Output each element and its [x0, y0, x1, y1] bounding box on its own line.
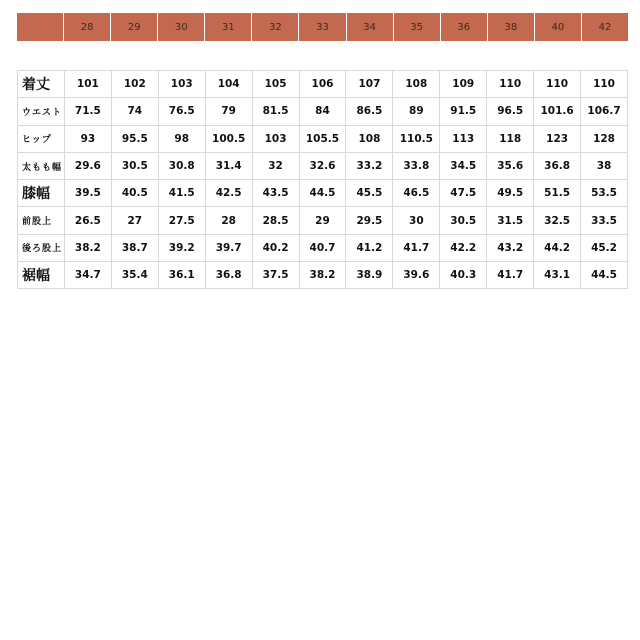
measurement-value: 49.5 — [487, 180, 534, 207]
measurement-value: 29.6 — [64, 152, 111, 179]
size-header-cell: 30 — [158, 13, 205, 41]
measurement-value: 100.5 — [205, 125, 252, 152]
measurement-value: 101.6 — [534, 98, 581, 125]
measurement-value: 110 — [581, 71, 628, 98]
size-spec-body — [18, 71, 628, 289]
measurement-value: 44.5 — [581, 262, 628, 289]
size-header-cell: 31 — [205, 13, 252, 41]
measurement-value: 32.5 — [534, 207, 581, 234]
measurement-value: 104 — [205, 71, 252, 98]
size-header-cell: 33 — [299, 13, 346, 41]
measurement-value: 42.2 — [440, 234, 487, 261]
measurement-label: 裾幅 — [18, 262, 65, 289]
measurement-value: 107 — [346, 71, 393, 98]
measurement-label: 前股上 — [18, 207, 65, 234]
measurement-value: 84 — [299, 98, 346, 125]
measurement-value: 47.5 — [440, 180, 487, 207]
measurement-value: 108 — [346, 125, 393, 152]
measurement-value: 108 — [393, 71, 440, 98]
measurement-value: 79 — [205, 98, 252, 125]
measurement-value: 31.4 — [205, 152, 252, 179]
measurement-value: 32.6 — [299, 152, 346, 179]
measurement-value: 81.5 — [252, 98, 299, 125]
measurement-value: 44.5 — [299, 180, 346, 207]
measurement-value: 91.5 — [440, 98, 487, 125]
measurement-value: 28.5 — [252, 207, 299, 234]
measurement-value: 37.5 — [252, 262, 299, 289]
measurement-value: 30.5 — [440, 207, 487, 234]
measurement-value: 110 — [534, 71, 581, 98]
measurement-value: 41.5 — [158, 180, 205, 207]
measurement-row — [18, 207, 628, 234]
measurement-value: 40.5 — [111, 180, 158, 207]
measurement-value: 35.6 — [487, 152, 534, 179]
measurement-value: 33.5 — [581, 207, 628, 234]
header-corner-cell — [17, 13, 64, 41]
measurement-value: 41.7 — [487, 262, 534, 289]
measurement-value: 101 — [64, 71, 111, 98]
measurement-label: 後ろ股上 — [18, 234, 65, 261]
measurement-value: 27 — [111, 207, 158, 234]
measurement-value: 110 — [487, 71, 534, 98]
measurement-value: 38.2 — [64, 234, 111, 261]
measurement-label: 着丈 — [18, 71, 65, 98]
measurement-value: 109 — [440, 71, 487, 98]
measurement-value: 128 — [581, 125, 628, 152]
measurement-value: 43.2 — [487, 234, 534, 261]
measurement-value: 44.2 — [534, 234, 581, 261]
measurement-value: 89 — [393, 98, 440, 125]
measurement-value: 53.5 — [581, 180, 628, 207]
measurement-value: 28 — [205, 207, 252, 234]
measurement-value: 98 — [158, 125, 205, 152]
size-header-cell: 42 — [582, 13, 628, 41]
measurement-value: 102 — [111, 71, 158, 98]
measurement-value: 76.5 — [158, 98, 205, 125]
measurement-value: 46.5 — [393, 180, 440, 207]
measurement-row — [18, 180, 628, 207]
measurement-value: 45.5 — [346, 180, 393, 207]
measurement-label: 太もも幅 — [18, 152, 65, 179]
measurement-value: 34.5 — [440, 152, 487, 179]
measurement-value: 71.5 — [64, 98, 111, 125]
size-header-cell: 38 — [488, 13, 535, 41]
measurement-label: ヒップ — [18, 125, 65, 152]
measurement-value: 36.8 — [205, 262, 252, 289]
measurement-value: 33.8 — [393, 152, 440, 179]
measurement-value: 106.7 — [581, 98, 628, 125]
measurement-row — [18, 98, 628, 125]
measurement-value: 96.5 — [487, 98, 534, 125]
measurement-label: 膝幅 — [18, 180, 65, 207]
measurement-value: 51.5 — [534, 180, 581, 207]
size-header-cell: 40 — [535, 13, 582, 41]
measurement-row — [18, 71, 628, 98]
measurement-value: 42.5 — [205, 180, 252, 207]
size-spec-table — [17, 70, 628, 289]
measurement-value: 105 — [252, 71, 299, 98]
measurement-value: 30.8 — [158, 152, 205, 179]
measurement-value: 31.5 — [487, 207, 534, 234]
measurement-value: 40.7 — [299, 234, 346, 261]
measurement-row — [18, 262, 628, 289]
measurement-value: 29 — [299, 207, 346, 234]
measurement-value: 38.7 — [111, 234, 158, 261]
measurement-value: 35.4 — [111, 262, 158, 289]
measurement-value: 36.8 — [534, 152, 581, 179]
measurement-value: 118 — [487, 125, 534, 152]
measurement-value: 103 — [252, 125, 299, 152]
size-header-cell: 28 — [64, 13, 111, 41]
measurement-value: 43.5 — [252, 180, 299, 207]
size-header-cell: 29 — [111, 13, 158, 41]
measurement-value: 32 — [252, 152, 299, 179]
measurement-value: 30 — [393, 207, 440, 234]
size-header-cell: 32 — [252, 13, 299, 41]
measurement-row — [18, 234, 628, 261]
measurement-value: 40.3 — [440, 262, 487, 289]
measurement-value: 105.5 — [299, 125, 346, 152]
measurement-value: 39.6 — [393, 262, 440, 289]
measurement-value: 39.7 — [205, 234, 252, 261]
size-header-row — [17, 13, 628, 41]
size-header-cell: 34 — [347, 13, 394, 41]
measurement-value: 110.5 — [393, 125, 440, 152]
measurement-value: 106 — [299, 71, 346, 98]
measurement-value: 39.5 — [64, 180, 111, 207]
measurement-row — [18, 125, 628, 152]
size-header-cell: 35 — [394, 13, 441, 41]
measurement-value: 30.5 — [111, 152, 158, 179]
measurement-value: 34.7 — [64, 262, 111, 289]
measurement-value: 26.5 — [64, 207, 111, 234]
measurement-value: 95.5 — [111, 125, 158, 152]
measurement-value: 29.5 — [346, 207, 393, 234]
measurement-value: 43.1 — [534, 262, 581, 289]
measurement-value: 39.2 — [158, 234, 205, 261]
measurement-value: 38 — [581, 152, 628, 179]
size-header-cell: 36 — [441, 13, 488, 41]
measurement-value: 38.9 — [346, 262, 393, 289]
measurement-value: 123 — [534, 125, 581, 152]
measurement-value: 41.7 — [393, 234, 440, 261]
measurement-value: 36.1 — [158, 262, 205, 289]
measurement-label: ウエスト — [18, 98, 65, 125]
measurement-value: 45.2 — [581, 234, 628, 261]
measurement-value: 40.2 — [252, 234, 299, 261]
measurement-value: 74 — [111, 98, 158, 125]
measurement-value: 113 — [440, 125, 487, 152]
measurement-value: 93 — [64, 125, 111, 152]
measurement-value: 86.5 — [346, 98, 393, 125]
measurement-value: 41.2 — [346, 234, 393, 261]
measurement-value: 103 — [158, 71, 205, 98]
measurement-value: 33.2 — [346, 152, 393, 179]
measurement-value: 27.5 — [158, 207, 205, 234]
measurement-value: 38.2 — [299, 262, 346, 289]
measurement-row — [18, 152, 628, 179]
